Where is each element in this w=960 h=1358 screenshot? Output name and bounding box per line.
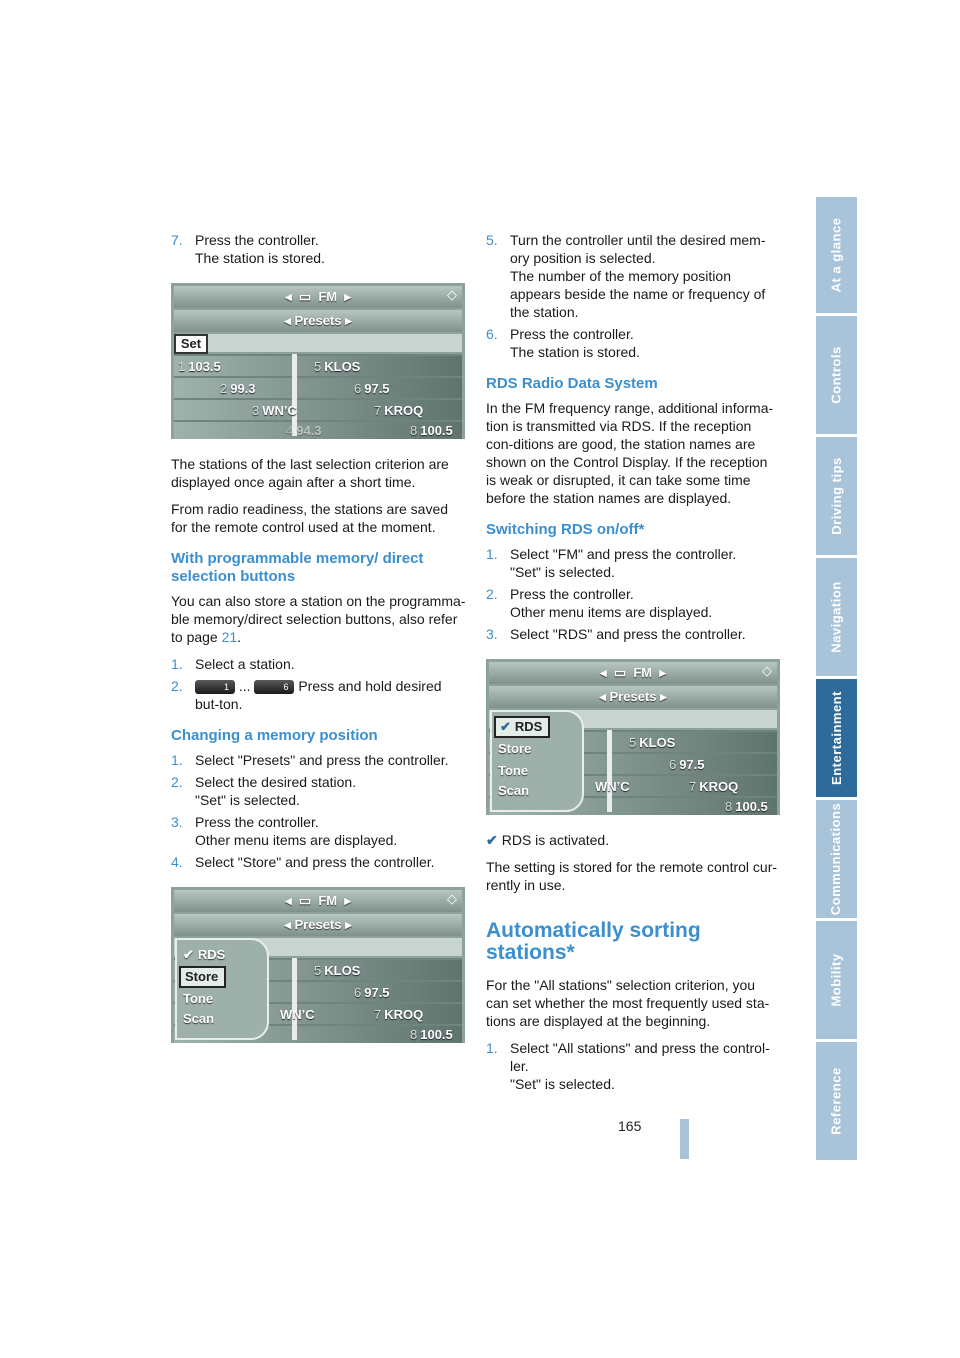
step-item — [171, 773, 467, 809]
menu-icon: ◇ — [447, 891, 457, 906]
step-item — [486, 625, 780, 643]
step-text: Select "RDS" and press the controller. — [510, 626, 746, 642]
step-text: Press and hold desired but-ton. — [195, 678, 442, 712]
step-number: 4. — [171, 854, 183, 870]
presets-label: Presets — [294, 313, 342, 328]
station-value: WN’C — [280, 1007, 315, 1022]
tab-label: At a glance — [828, 217, 844, 293]
station-value: 97.5 — [364, 381, 390, 396]
tab-label: Reference — [828, 1067, 844, 1135]
preset-number: 6 — [354, 381, 362, 396]
section-heading: With programmable memory/ direct selection buttons — [171, 550, 424, 585]
menu-item-tone — [183, 990, 213, 1008]
band-bar: ◂ ▭ FM ▸ — [489, 662, 777, 684]
menu-item-rds — [494, 716, 550, 738]
check-icon: ✔ — [500, 719, 511, 734]
station-value: KLOS — [324, 963, 361, 978]
preset-number: 7 — [374, 1007, 382, 1022]
station-value: 100.5 — [420, 1027, 453, 1042]
station-7 — [374, 402, 423, 420]
tab-label: Navigation — [828, 581, 844, 653]
menu-item-scan — [498, 782, 529, 800]
body-text: RDS is activated. — [501, 832, 610, 848]
step-item — [171, 813, 467, 849]
set-option — [174, 334, 208, 354]
step-text: Select "FM" and press the controller. — [510, 546, 737, 562]
station-7 — [374, 1006, 423, 1024]
preset-number: 4 — [286, 423, 294, 438]
step-text: Select "Presets" and press the controller. — [195, 752, 449, 768]
tab-communications[interactable] — [816, 800, 857, 918]
station-6 — [669, 756, 705, 774]
station-1 — [178, 358, 221, 376]
tab-label: Communications — [828, 802, 844, 916]
menu-item-label: RDS — [514, 719, 543, 734]
step-item — [486, 231, 780, 321]
step-number: 2. — [486, 586, 498, 602]
section-tabs — [816, 197, 857, 1163]
step-number: 7. — [171, 232, 183, 248]
presets-bar: ◂ Presets ▸ — [489, 686, 777, 708]
station-row — [174, 378, 462, 398]
step-text: Press the controller. — [510, 326, 634, 342]
tab-navigation[interactable] — [816, 558, 857, 676]
menu-item-label: Tone — [498, 763, 529, 778]
tab-label: Driving tips — [828, 457, 844, 535]
step-item — [171, 655, 467, 673]
station-8 — [410, 1026, 453, 1043]
tab-at-a-glance[interactable] — [816, 197, 857, 313]
station-5 — [314, 358, 360, 376]
step-text: Press the controller. — [195, 814, 319, 830]
station-3 — [280, 1006, 315, 1024]
step-text: Other menu items are displayed. — [195, 832, 398, 848]
band-bar: ◂ ▭ FM ▸ — [174, 286, 462, 308]
check-icon: ✔ — [183, 947, 194, 962]
station-value: 100.5 — [420, 423, 453, 438]
preset-number: 8 — [725, 799, 733, 814]
body-text: . — [237, 629, 242, 645]
step-number: 2. — [171, 678, 183, 694]
station-2 — [220, 380, 256, 398]
station-3 — [252, 402, 297, 420]
step-text: Select a station. — [195, 656, 295, 672]
station-value: KLOS — [324, 359, 361, 374]
station-value: WN’C — [262, 403, 297, 418]
step-text: Other menu items are displayed. — [510, 604, 713, 620]
preset-number: 6 — [354, 985, 362, 1000]
step-text: "Set" is selected. — [510, 564, 615, 580]
left-column — [171, 231, 467, 1059]
rds-activated-note — [486, 831, 780, 849]
step-text: Press the controller. — [510, 586, 634, 602]
tab-label: Controls — [828, 346, 844, 404]
page-marker — [680, 1119, 689, 1159]
preset-number: 2 — [220, 381, 228, 396]
preset-number: 1 — [178, 359, 186, 374]
station-3 — [595, 778, 630, 796]
menu-item-tone — [498, 762, 528, 780]
menu-item-store — [498, 740, 531, 758]
options-menu — [175, 938, 269, 1040]
station-6 — [354, 984, 390, 1002]
step-text: Select "Store" and press the controller. — [195, 854, 435, 870]
step-text: ... — [238, 678, 251, 694]
tab-entertainment[interactable] — [816, 679, 857, 797]
menu-item-rds — [183, 946, 225, 964]
step-item — [171, 677, 467, 713]
step-text: "Set" is selected. — [195, 792, 300, 808]
body-paragraph: The setting is stored for the remote control cur-rently in use. — [486, 859, 778, 893]
body-paragraph: From radio readiness, the stations are saved for the remote control used at the moment. — [171, 501, 449, 535]
page-number: 165 — [618, 1118, 642, 1134]
step-item — [486, 1039, 780, 1093]
tab-reference[interactable] — [816, 1042, 857, 1160]
step-item — [171, 853, 467, 871]
step-number: 3. — [486, 626, 498, 642]
step-number: 5. — [486, 232, 498, 248]
chapter-heading: Automatically sorting stations* — [486, 919, 701, 964]
station-value: KROQ — [384, 1007, 424, 1022]
menu-item-label: Scan — [498, 783, 530, 798]
step-item — [486, 545, 780, 581]
step-text: Turn the controller until the desired mem-ory position is selected. — [510, 232, 766, 266]
section-heading: Switching RDS on/off* — [486, 521, 645, 538]
right-column — [486, 231, 780, 1097]
station-value: KROQ — [384, 403, 424, 418]
preset-number: 7 — [374, 403, 382, 418]
station-5 — [314, 962, 360, 980]
body-text: You can also store a station on the programma-ble memory/direct selection buttons, also refer to page — [171, 593, 466, 645]
button-number: 6 — [283, 682, 289, 693]
step-number: 3. — [171, 814, 183, 830]
check-icon: ✔ — [486, 832, 498, 848]
radio-screen-set — [171, 283, 465, 439]
preset-number: 8 — [410, 423, 418, 438]
band-label: FM — [318, 289, 338, 304]
station-value: 103.5 — [188, 359, 221, 374]
section-heading: RDS Radio Data System — [486, 375, 658, 392]
body-paragraph: The stations of the last selection criterion are displayed once again after a short time. — [171, 456, 449, 490]
station-value: WN’C — [595, 779, 630, 794]
presets-bar: ◂ Presets ▸ — [174, 914, 462, 936]
step-item — [486, 585, 780, 621]
menu-icon: ◇ — [762, 663, 772, 678]
step-number: 2. — [171, 774, 183, 790]
station-5 — [629, 734, 675, 752]
preset-number: 5 — [314, 359, 322, 374]
step-number: 1. — [486, 1040, 498, 1056]
step-text: The number of the memory position appears beside the name or frequency of the station. — [510, 268, 766, 320]
station-value: 100.5 — [735, 799, 768, 814]
step-item — [171, 751, 467, 769]
step-number: 1. — [171, 656, 183, 672]
presets-label: Presets — [294, 917, 342, 932]
tab-label: Entertainment — [828, 691, 844, 785]
station-6 — [354, 380, 390, 398]
tab-label: Mobility — [828, 953, 844, 1007]
body-paragraph — [171, 592, 467, 646]
menu-item-label: Tone — [183, 991, 214, 1006]
body-paragraph: In the FM frequency range, additional informa-tion is transmitted via RDS. If the reception con-ditions are good, the station names are shown on the Control Display. If the reception is weak or disrupted, it can take some time before the station names are displayed. — [486, 400, 774, 506]
presets-label: Presets — [609, 689, 657, 704]
step-text: The station is stored. — [510, 344, 640, 360]
station-value: KROQ — [699, 779, 739, 794]
band-bar: ◂ ▭ FM ▸ — [174, 890, 462, 912]
tab-controls[interactable] — [816, 316, 857, 434]
radio-screen-store — [171, 887, 465, 1043]
step-text: Select the desired station. — [195, 774, 357, 790]
step-text: Press the controller. — [195, 232, 319, 248]
body-paragraph: For the "All stations" selection criterion, you can set whether the most frequently used sta-tions are displayed at the beginning. — [486, 977, 770, 1029]
band-label: FM — [318, 893, 338, 908]
preset-number: 3 — [252, 403, 260, 418]
station-value: 94.3 — [296, 423, 322, 438]
presets-bar: ◂ Presets ▸ — [174, 310, 462, 332]
radio-screen-rds — [486, 659, 780, 815]
station-4 — [286, 422, 322, 439]
step-number: 1. — [486, 546, 498, 562]
menu-item-label: RDS — [197, 947, 226, 962]
menu-item-label: Store — [185, 969, 219, 984]
preset-number: 5 — [629, 735, 637, 750]
highlight-band — [174, 334, 462, 352]
preset-number: 8 — [410, 1027, 418, 1042]
preset-number: 7 — [689, 779, 697, 794]
tab-mobility[interactable] — [816, 921, 857, 1039]
preset-number: 6 — [669, 757, 677, 772]
station-8 — [725, 798, 768, 815]
section-heading: Changing a memory position — [171, 727, 378, 744]
page-link[interactable]: 21 — [221, 629, 238, 645]
station-value: 97.5 — [679, 757, 705, 772]
column-divider — [607, 730, 612, 812]
step-item — [171, 231, 467, 267]
tab-driving-tips[interactable] — [816, 437, 857, 555]
button-number: 1 — [223, 682, 229, 693]
menu-item-store — [179, 966, 226, 988]
station-8 — [410, 422, 453, 439]
memory-button-6-icon — [254, 680, 294, 694]
step-text: The station is stored. — [195, 250, 325, 266]
memory-button-1-icon — [195, 680, 235, 694]
set-label: Set — [180, 336, 202, 351]
station-value: KLOS — [639, 735, 676, 750]
step-item — [486, 325, 780, 361]
menu-icon: ◇ — [447, 287, 457, 302]
options-menu — [490, 710, 584, 812]
step-text: Select "All stations" and press the control-ler. — [510, 1040, 770, 1074]
column-divider — [292, 958, 297, 1040]
preset-number: 5 — [314, 963, 322, 978]
menu-item-scan — [183, 1010, 214, 1028]
band-label: FM — [633, 665, 653, 680]
station-value: 97.5 — [364, 985, 390, 1000]
station-7 — [689, 778, 738, 796]
step-number: 1. — [171, 752, 183, 768]
menu-item-label: Store — [498, 741, 532, 756]
station-rows — [174, 354, 462, 436]
menu-item-label: Scan — [183, 1011, 215, 1026]
step-text: "Set" is selected. — [510, 1076, 615, 1092]
station-value: 99.3 — [230, 381, 256, 396]
step-number: 6. — [486, 326, 498, 342]
